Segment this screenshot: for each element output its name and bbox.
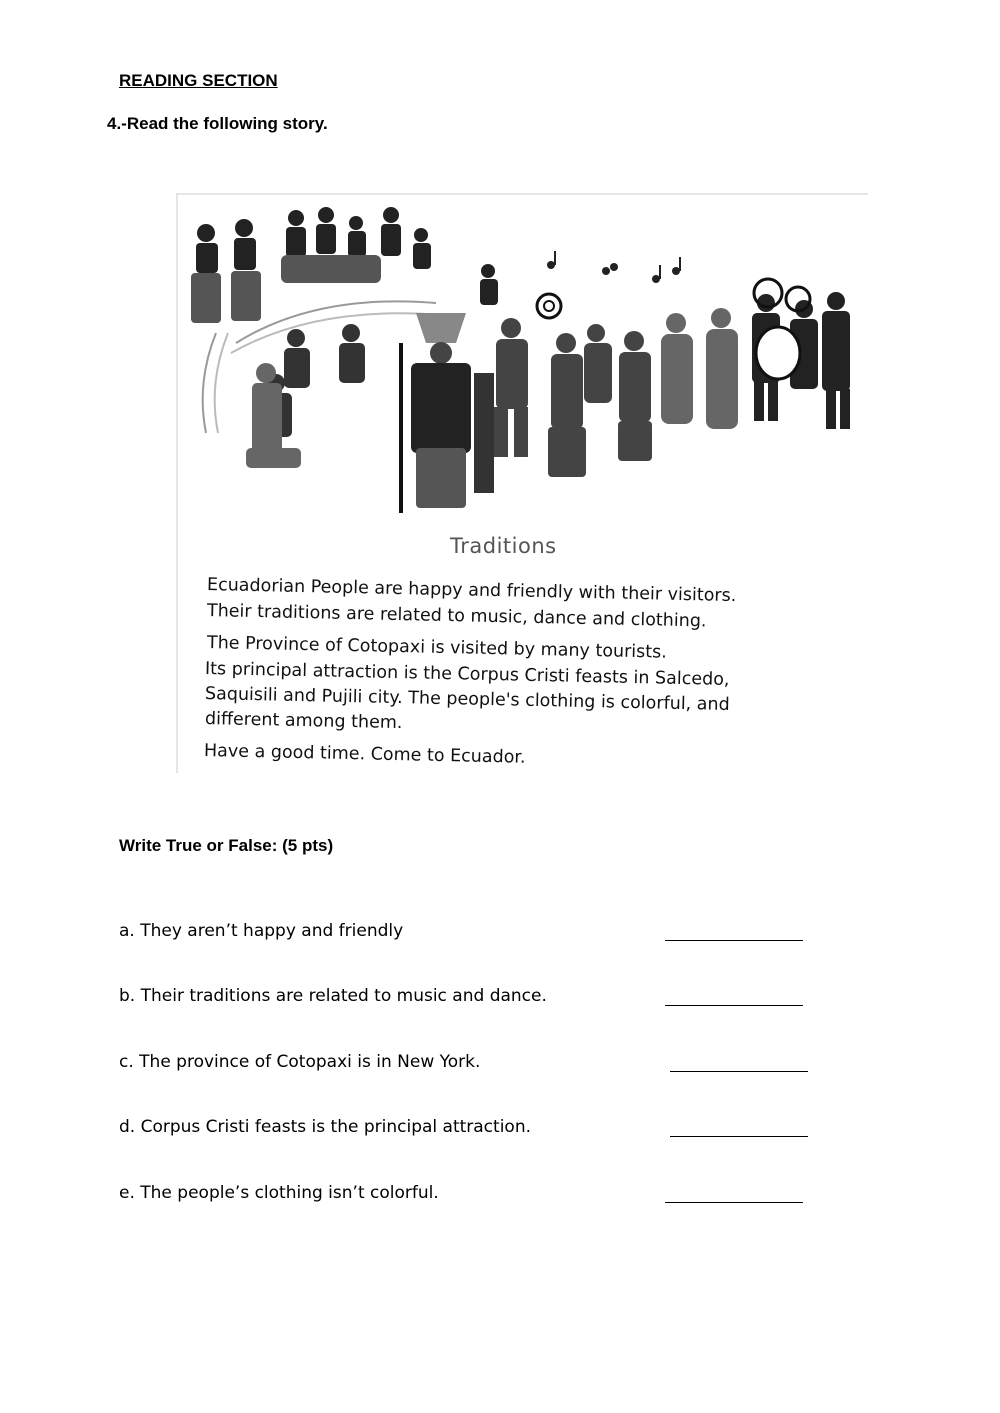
tf-statement: a. They aren’t happy and friendly — [119, 921, 404, 941]
tf-statement: b. Their traditions are related to music and dance. — [119, 986, 547, 1006]
instruction: 4.-Read the following story. — [107, 114, 328, 133]
answer-blank[interactable] — [670, 1071, 808, 1072]
story-line: different among them. — [204, 709, 403, 734]
section-title: READING SECTION — [119, 71, 278, 90]
story-line: Have a good time. Come to Ecuador. — [203, 741, 526, 768]
story-line: Saquisili and Pujili city. The people's clothing is colorful, and — [204, 684, 730, 715]
story-line: Its principal attraction is the Corpus Cristi feasts in Salcedo, — [204, 659, 730, 690]
tf-statement: c. The province of Cotopaxi is in New York. — [119, 1052, 481, 1072]
story-line: Their traditions are related to music, dance and clothing. — [206, 601, 707, 632]
story-line: The Province of Cotopaxi is visited by many tourists. — [206, 633, 668, 663]
tf-statement: d. Corpus Cristi feasts is the principal attraction. — [119, 1117, 532, 1137]
answer-blank[interactable] — [665, 1005, 803, 1006]
exercise-title: Write True or False: (5 pts) — [119, 836, 334, 855]
story-title: Traditions — [450, 534, 557, 558]
answer-blank[interactable] — [665, 1202, 803, 1203]
tf-statement: e. The people’s clothing isn’t colorful. — [119, 1183, 439, 1203]
answer-blank[interactable] — [670, 1136, 808, 1137]
story-line: Ecuadorian People are happy and friendly with their visitors. — [206, 575, 737, 607]
answer-blank[interactable] — [665, 940, 803, 941]
